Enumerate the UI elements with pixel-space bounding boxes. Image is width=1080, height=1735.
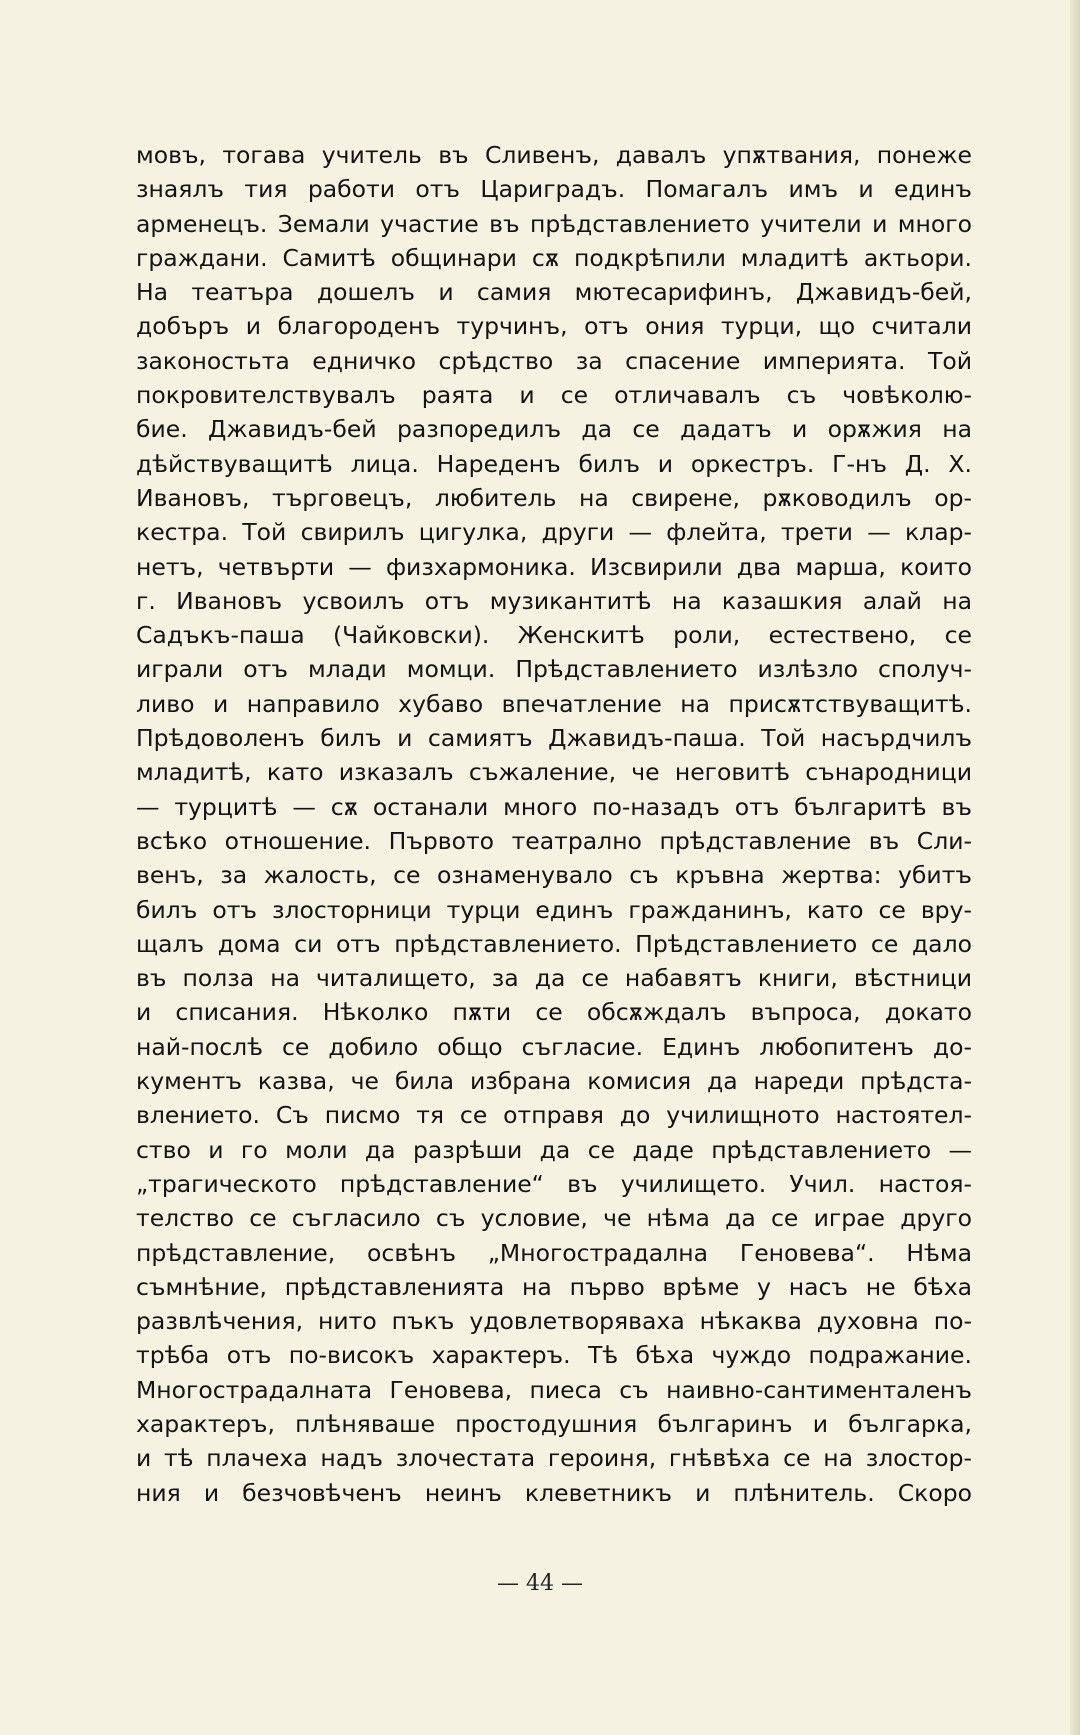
text-line: венъ, за жалость, се ознаменувало съ кръвна жертва: убитъ bbox=[136, 861, 972, 890]
text-line: и тѣ плачеха надъ злочестата героиня, гнѣвѣха се на злостор- bbox=[136, 1444, 972, 1473]
text-line: законостьта едничко срѣдство за спасение империята. Той bbox=[136, 346, 972, 375]
text-line: мовъ, тогава учитель въ Сливенъ, давалъ упѫтвания, понеже bbox=[136, 141, 972, 169]
text-line: най-послѣ се добило общо съгласие. Единъ любопитенъ до- bbox=[136, 1032, 972, 1061]
text-line: Ивановъ, търговецъ, любитель на свирене, рѫководилъ ор- bbox=[136, 483, 972, 512]
text-line: съмнѣние, прѣдставленията на първо врѣме у насъ не бѣха bbox=[136, 1272, 972, 1301]
text-line: ство и го моли да разрѣши да се даде прѣдставлението — bbox=[136, 1135, 972, 1164]
text-line: кументъ казва, че била избрана комисия да нареди прѣдста- bbox=[136, 1067, 972, 1096]
page-number: — 44 — bbox=[497, 1571, 583, 1596]
text-line: характеръ, плѣняваше простодушния българинъ и българка, bbox=[136, 1409, 972, 1438]
text-line: играли отъ млади момци. Прѣдставлението излѣзло сполуч- bbox=[136, 655, 972, 684]
text-line: и списания. Нѣколко пѫти се обсѫждалъ въпроса, докато bbox=[136, 998, 972, 1027]
text-line: въ полза на читалището, за да се набавятъ книги, вѣстници bbox=[136, 964, 972, 993]
text-line: знаялъ тия работи отъ Цариградъ. Помагалъ имъ и единъ bbox=[136, 175, 972, 204]
body-text bbox=[136, 138, 972, 1510]
text-line: г. Ивановъ усвоилъ отъ музикантитѣ на казашкия алай на bbox=[136, 586, 972, 615]
text-line: всѣко отношение. Първото театрално прѣдставление въ Сли- bbox=[136, 826, 972, 855]
text-line: ния и безчовѣченъ неинъ клеветникъ и плѣнитель. Скоро bbox=[136, 1478, 972, 1507]
text-line: Садъкъ-паша (Чайковски). Женскитѣ роли, естествено, се bbox=[136, 621, 972, 650]
text-line: влението. Съ писмо тя се отправя до училищното настоятел- bbox=[136, 1101, 972, 1130]
text-line: билъ отъ злосторници турци единъ гражданинъ, като се вру- bbox=[136, 895, 972, 924]
text-line: покровителствувалъ раята и се отличавалъ съ човѣколю- bbox=[136, 381, 972, 410]
text-line: добъръ и благороденъ турчинъ, отъ ония турци, що считали bbox=[136, 312, 972, 341]
text-line: — турцитѣ — сѫ останали много по-назадъ отъ българитѣ въ bbox=[136, 792, 972, 821]
text-line: граждани. Самитѣ общинари сѫ подкрѣпили младитѣ актьори. bbox=[136, 243, 972, 272]
text-line: нетъ, четвърти — физхармоника. Изсвирили два марша, които bbox=[136, 552, 972, 581]
text-line: телство се съгласило съ условие, че нѣма да се играе друго bbox=[136, 1204, 972, 1233]
text-line: Прѣдоволенъ билъ и самиятъ Джавидъ-паша. Той насърдчилъ bbox=[136, 724, 972, 753]
text-line: бие. Джавидъ-бей разпоредилъ да се дадатъ и орѫжия на bbox=[136, 415, 972, 444]
text-line: кестра. Той свирилъ цигулка, други — флейта, трети — клар- bbox=[136, 518, 972, 547]
text-line: развлѣчения, нито пъкъ удовлетворяваха нѣкаква духовна по- bbox=[136, 1307, 972, 1336]
text-line: дѣйствуващитѣ лица. Нареденъ билъ и оркестръ. Г-нъ Д. Х. bbox=[136, 449, 972, 478]
text-line: „трагическото прѣдставление“ въ училището. Учил. настоя- bbox=[136, 1169, 972, 1198]
text-line: На театъра дошелъ и самия мютесарифинъ, Джавидъ-бей, bbox=[136, 278, 972, 307]
text-line: щалъ дома си отъ прѣдставлението. Прѣдставлението се дало bbox=[136, 929, 972, 958]
text-line: трѣба отъ по-високъ характеръ. Тѣ бѣха чуждо подражание. bbox=[136, 1341, 972, 1370]
text-line: младитѣ, като изказалъ съжаление, че неговитѣ сънародници bbox=[136, 758, 972, 787]
text-line: Многострадалната Геновева, пиеса съ наивно-сантименталенъ bbox=[136, 1375, 972, 1404]
text-line: ливо и направило хубаво впечатление на присѫтствуващитѣ. bbox=[136, 689, 972, 718]
page-binding-edge bbox=[1070, 0, 1080, 1735]
text-line: прѣдставление, освѣнъ „Многострадална Геновева“. Нѣма bbox=[136, 1238, 972, 1267]
text-line: арменецъ. Земали участие въ прѣдставлението учители и много bbox=[136, 209, 972, 238]
